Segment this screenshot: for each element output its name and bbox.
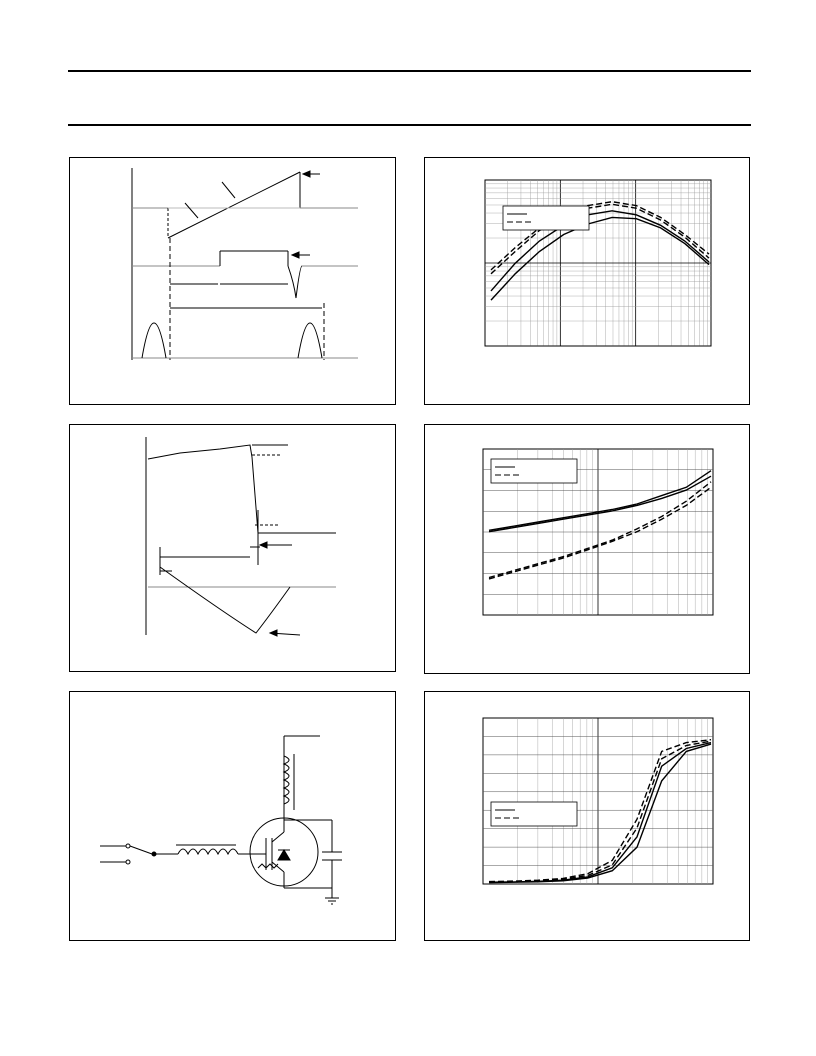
chart-3-figure bbox=[424, 691, 750, 941]
series-line-3 bbox=[489, 487, 711, 579]
chart-grid bbox=[483, 718, 713, 884]
test-circuit-figure bbox=[69, 691, 396, 941]
waveform-timing-drawing bbox=[70, 158, 397, 406]
current-trace bbox=[160, 567, 290, 633]
ramp-trace bbox=[168, 172, 300, 238]
chart-2-figure bbox=[424, 424, 750, 674]
chart-legend bbox=[491, 802, 577, 826]
switching-waveform-drawing bbox=[70, 425, 397, 673]
chart-legend bbox=[503, 206, 589, 230]
chart-legend bbox=[491, 459, 577, 483]
chart-grid bbox=[485, 180, 711, 346]
switch-terminal-top bbox=[126, 844, 130, 848]
switching-waveform-figure bbox=[69, 424, 396, 672]
header-rule-bottom bbox=[68, 124, 751, 126]
chart-1-plot bbox=[425, 158, 751, 406]
coil-winding bbox=[284, 756, 289, 804]
legend-box bbox=[491, 459, 577, 483]
switch-blade bbox=[130, 846, 152, 854]
switch-terminal-bottom bbox=[126, 860, 130, 864]
chart-2-plot bbox=[425, 425, 751, 675]
header-rule-top bbox=[68, 70, 751, 72]
diode-symbol bbox=[278, 850, 290, 860]
chart-3-plot bbox=[425, 692, 751, 942]
series-line-4 bbox=[489, 482, 711, 578]
waveform-timing-figure bbox=[69, 157, 396, 405]
inductor-coil bbox=[178, 849, 238, 854]
voltage-trace bbox=[148, 445, 336, 533]
chart-1-figure bbox=[424, 157, 750, 405]
test-circuit-drawing bbox=[70, 692, 397, 942]
legend-box bbox=[503, 206, 589, 230]
series-line-1 bbox=[489, 476, 711, 532]
legend-box bbox=[491, 802, 577, 826]
